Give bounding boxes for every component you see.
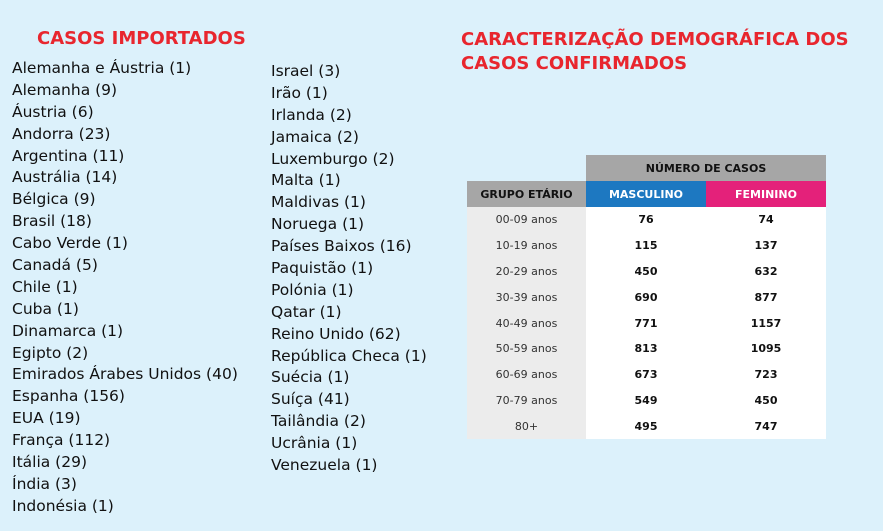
- header-spacer: [467, 155, 586, 181]
- female-count-cell: 747: [706, 413, 826, 439]
- country-item: Cuba (1): [12, 299, 79, 318]
- female-count-cell: 74: [706, 207, 826, 233]
- table-row: [467, 284, 826, 310]
- country-item: Chile (1): [12, 277, 78, 296]
- country-item: Tailândia (2): [271, 412, 366, 431]
- header-number-of-cases: NÚMERO DE CASOS: [586, 155, 826, 181]
- country-item: Irão (1): [271, 83, 328, 102]
- country-item: Suécia (1): [271, 368, 350, 387]
- country-item: EUA (19): [12, 409, 81, 428]
- header-age-group: GRUPO ETÁRIO: [467, 181, 586, 207]
- age-group-cell: 00-09 anos: [467, 207, 586, 233]
- country-item: Canadá (5): [12, 256, 98, 275]
- age-group-cell: 80+: [467, 413, 586, 439]
- header-female: FEMININO: [706, 181, 826, 207]
- male-count-cell: 76: [586, 207, 706, 233]
- country-item: Bélgica (9): [12, 190, 96, 209]
- table-row: [467, 207, 826, 233]
- country-list-column-2: [271, 61, 427, 477]
- female-count-cell: 877: [706, 284, 826, 310]
- country-item: Índia (3): [12, 474, 77, 493]
- male-count-cell: 450: [586, 259, 706, 285]
- country-item: Qatar (1): [271, 302, 342, 321]
- country-item: Alemanha (9): [12, 80, 118, 99]
- country-item: Jamaica (2): [271, 127, 359, 146]
- age-group-cell: 70-79 anos: [467, 388, 586, 414]
- country-item: Polónia (1): [271, 280, 354, 299]
- age-group-cell: 40-49 anos: [467, 310, 586, 336]
- demographics-table: [467, 155, 826, 439]
- male-count-cell: 673: [586, 362, 706, 388]
- male-count-cell: 115: [586, 233, 706, 259]
- header-male: MASCULINO: [586, 181, 706, 207]
- demographics-title: CARACTERIZAÇÃO DEMOGRÁFICA DOS CASOS CONFIRMADOS: [461, 29, 849, 74]
- male-count-cell: 495: [586, 413, 706, 439]
- table-row: [467, 336, 826, 362]
- country-item: Luxemburgo (2): [271, 149, 395, 168]
- country-item: Maldivas (1): [271, 193, 366, 212]
- country-item: Andorra (23): [12, 124, 111, 143]
- country-item: Israel (3): [271, 62, 341, 80]
- age-group-cell: 10-19 anos: [467, 233, 586, 259]
- country-item: Malta (1): [271, 171, 341, 190]
- table-row: [467, 388, 826, 414]
- country-item: Austrália (14): [12, 168, 118, 187]
- country-item: Ucrânia (1): [271, 434, 358, 453]
- country-item: Brasil (18): [12, 212, 92, 231]
- country-item: Cabo Verde (1): [12, 234, 128, 253]
- table-row: [467, 310, 826, 336]
- country-item: Irlanda (2): [271, 105, 352, 124]
- country-item: Suíça (41): [271, 390, 350, 409]
- female-count-cell: 1095: [706, 336, 826, 362]
- female-count-cell: 632: [706, 259, 826, 285]
- table-row: [467, 413, 826, 439]
- country-item: Áustria (6): [12, 102, 94, 121]
- female-count-cell: 137: [706, 233, 826, 259]
- table-row: [467, 362, 826, 388]
- age-group-cell: 20-29 anos: [467, 259, 586, 285]
- country-item: Indonésia (1): [12, 496, 114, 515]
- country-list-column-1: [12, 58, 238, 518]
- male-count-cell: 690: [586, 284, 706, 310]
- male-count-cell: 549: [586, 388, 706, 414]
- table-row: [467, 259, 826, 285]
- imported-cases-title: CASOS IMPORTADOS: [37, 28, 246, 49]
- country-item: Emirados Árabes Unidos (40): [12, 365, 238, 384]
- country-item: Itália (29): [12, 453, 88, 472]
- country-item: Egipto (2): [12, 343, 89, 362]
- female-count-cell: 723: [706, 362, 826, 388]
- age-group-cell: 30-39 anos: [467, 284, 586, 310]
- country-item: Argentina (11): [12, 146, 125, 165]
- country-item: Alemanha e Áustria (1): [12, 59, 192, 77]
- age-group-cell: 50-59 anos: [467, 336, 586, 362]
- table-row: [467, 233, 826, 259]
- age-group-cell: 60-69 anos: [467, 362, 586, 388]
- country-item: Países Baixos (16): [271, 237, 412, 256]
- male-count-cell: 771: [586, 310, 706, 336]
- country-item: Venezuela (1): [271, 456, 378, 475]
- demographics-table-body: [467, 207, 826, 439]
- country-item: Paquistão (1): [271, 259, 374, 278]
- country-item: Espanha (156): [12, 387, 125, 406]
- female-count-cell: 1157: [706, 310, 826, 336]
- country-item: Reino Unido (62): [271, 324, 401, 343]
- country-item: República Checa (1): [271, 346, 427, 365]
- country-item: Dinamarca (1): [12, 321, 124, 340]
- country-item: França (112): [12, 431, 111, 450]
- country-item: Noruega (1): [271, 215, 365, 234]
- female-count-cell: 450: [706, 388, 826, 414]
- male-count-cell: 813: [586, 336, 706, 362]
